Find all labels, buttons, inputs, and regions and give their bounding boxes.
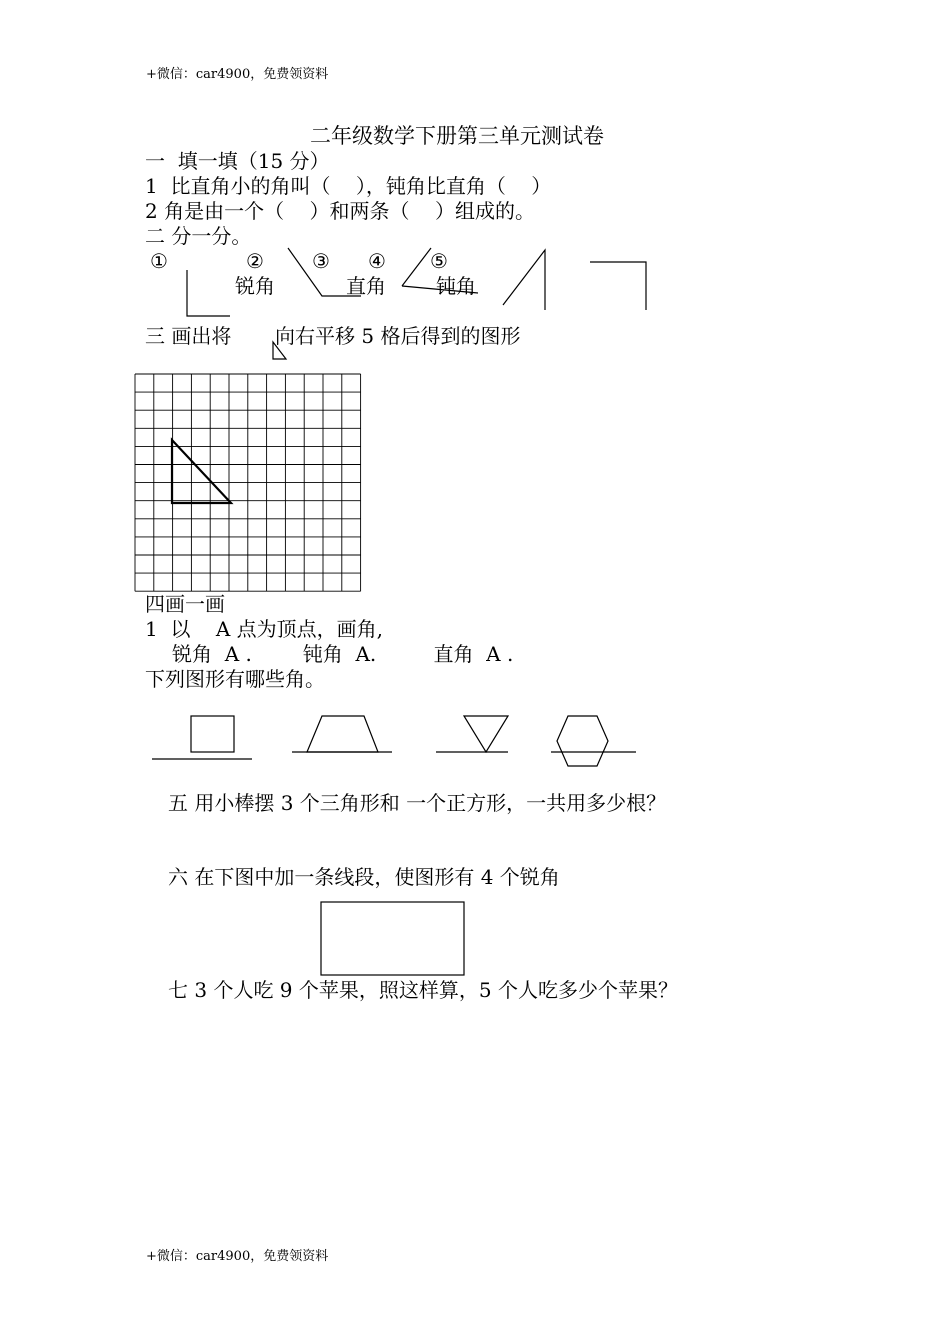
trapezoid-shape (307, 716, 378, 752)
section-4-heading: 四画一画 (145, 592, 225, 616)
section-3-heading-a: 三 画出将 (145, 324, 232, 348)
section-1-question-2: 2 角是由一个（ ）和两条（ ）组成的。 (145, 199, 535, 223)
category-acute: 锐角 (235, 274, 275, 298)
angle-figure-1 (187, 270, 230, 316)
section-4-angle-items: 锐角 A . 钝角 A. 直角 A . (172, 642, 514, 666)
grid-triangle (172, 440, 231, 503)
small-triangle-icon (273, 342, 286, 359)
header-watermark: +微信：car4900，免费领资料 (146, 67, 329, 82)
rectangle-shape (321, 902, 464, 975)
section-2-heading: 二 分一分。 (145, 224, 252, 248)
angle-figure-4 (503, 250, 545, 310)
section-3-heading-b: 向右平移 5 格后得到的图形 (275, 324, 521, 348)
inverted-triangle-shape (464, 716, 508, 752)
section-1-heading: 一 填一填（15 分） (145, 149, 330, 173)
figure-label-1: ① (150, 249, 168, 273)
hexagon-shape (557, 716, 608, 766)
grid-board (135, 374, 361, 591)
category-right: 直角 (346, 274, 386, 298)
angle-figure-5 (590, 262, 646, 310)
section-5-question: 五 用小棒摆 3 个三角形和 一个正方形，一共用多少根？ (168, 791, 667, 815)
section-6-question: 六 在下图中加一条线段，使图形有 4 个锐角 (168, 865, 560, 889)
section-1-question-1: 1 比直角小的角叫（ ），钝角比直角（ ） (145, 174, 552, 198)
angle-figure-2 (288, 248, 361, 296)
figure-label-5: ⑤ (430, 249, 448, 273)
section-4-question-1: 1 以 A 点为顶点，画角, (145, 617, 384, 641)
category-obtuse: 钝角 (436, 274, 476, 298)
angle-figure-3 (402, 248, 431, 286)
square-shape (191, 716, 234, 752)
footer-watermark: +微信：car4900，免费领资料 (146, 1249, 329, 1264)
figure-label-4: ④ (368, 249, 386, 273)
angle-figure-3b (402, 286, 478, 293)
section-7-question: 七 3 个人吃 9 个苹果，照这样算，5 个人吃多少个苹果？ (168, 978, 678, 1002)
figure-label-2: ② (246, 249, 264, 273)
section-4-question-2: 下列图形有哪些角。 (145, 667, 325, 691)
figure-label-3: ③ (312, 249, 330, 273)
page-title: 二年级数学下册第三单元测试卷 (310, 124, 604, 148)
